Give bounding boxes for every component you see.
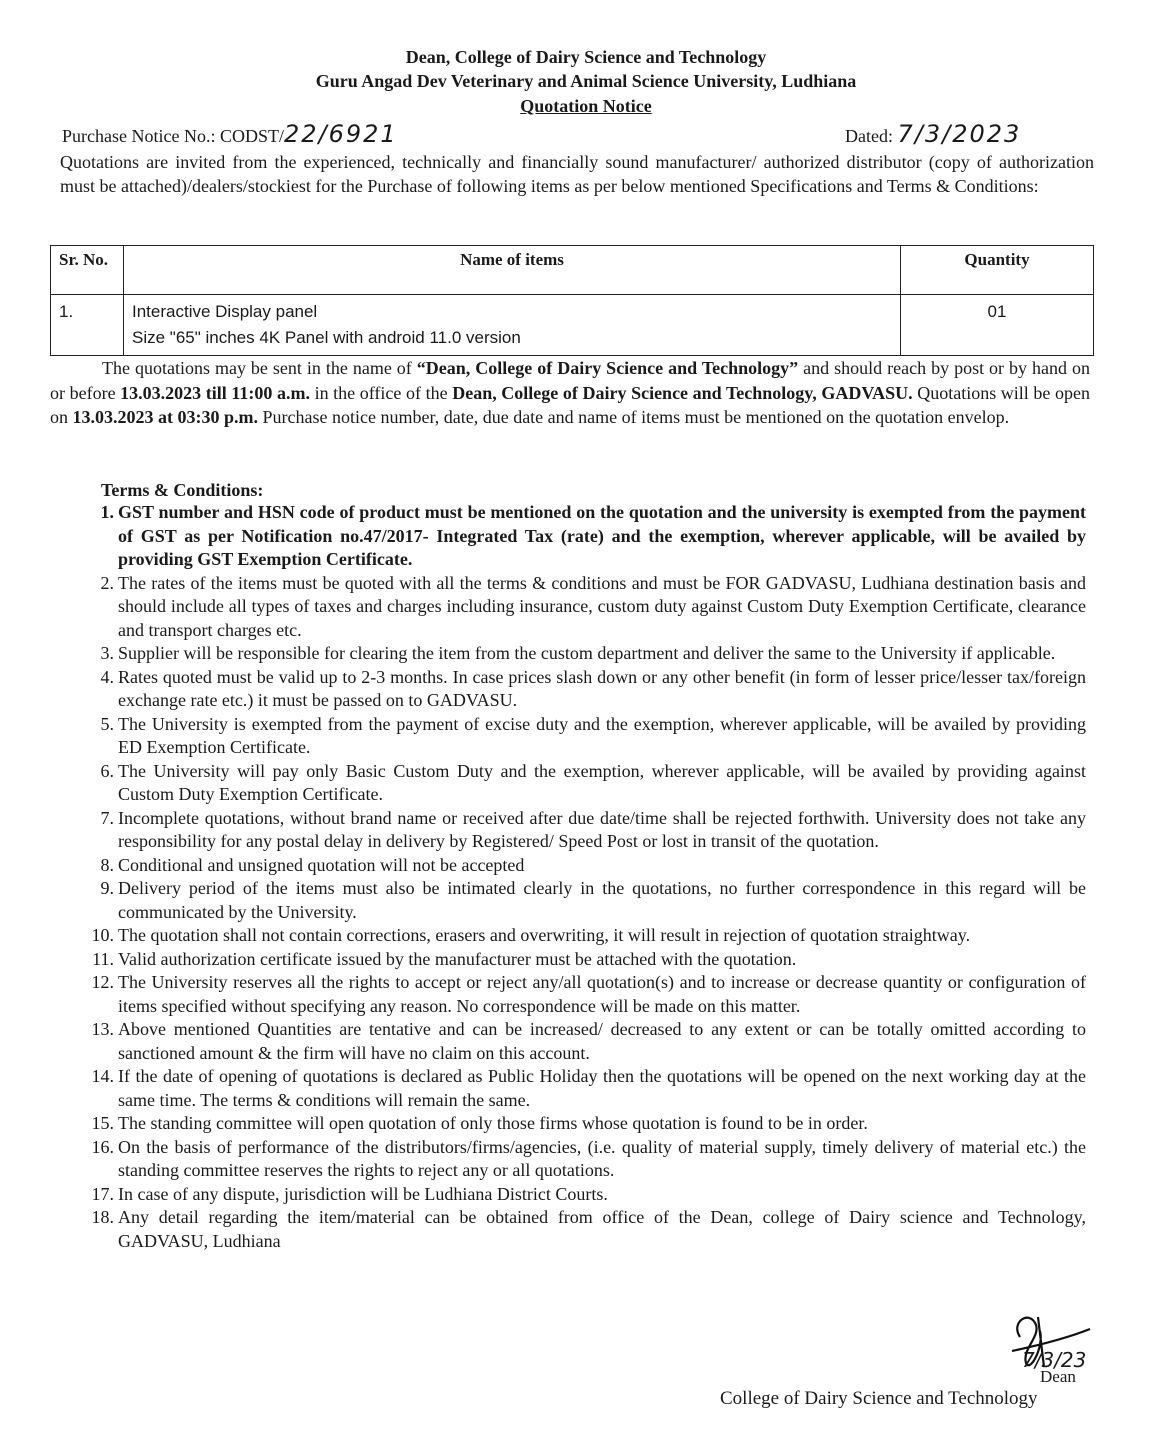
submission-paragraph [50, 356, 1090, 430]
items-table [50, 245, 1094, 356]
term-number: 2. [100, 572, 114, 593]
term-number: 4. [100, 666, 114, 687]
term-text: Incomplete quotations, without brand name or received after due date/time shall be rejected forthwith. University does not take any responsibility for any postal delay in delivery by Registered/ Speed Post or lost in transit of the quotation. [118, 807, 1086, 851]
list-item [88, 924, 1086, 948]
notice-date [845, 120, 1021, 148]
term-text: Valid authorization certificate issued by the manufacturer must be attached with the quotation. [118, 948, 797, 969]
table-row [51, 295, 1094, 356]
row-item-name-line2: Size "65" inches 4K Panel with android 11.0 version [132, 328, 521, 347]
term-text: The University reserves all the rights to accept or reject any/all quotation(s) and to increase or decrease quantity or configuration of items specified without specifying any reason. No correspondence will be made on this matter. [118, 972, 1086, 1016]
terms-heading: Terms & Conditions: [101, 480, 264, 500]
term-number: 8. [100, 854, 114, 875]
dated-label: Dated: [845, 126, 893, 146]
dated-handwritten-value: 7/3/2023 [897, 120, 1022, 148]
header-title: Quotation Notice [520, 96, 652, 116]
header-quantity: Quantity [901, 246, 1094, 295]
term-text: The University will pay only Basic Custom Duty and the exemption, wherever applicable, will be availed by providing against Custom Duty Exemption Certificate. [118, 760, 1086, 804]
list-item [88, 1183, 1086, 1207]
list-item [88, 713, 1086, 760]
submission-text-1: The quotations may be sent in the name of [102, 358, 417, 378]
items-table-header-row [51, 246, 1094, 295]
list-item [88, 1112, 1086, 1136]
term-text: On the basis of performance of the distributors/firms/agencies, (i.e. quality of material supply, timely delivery of material etc.) the standing committee reserves the rights to reject any or all quotations. [118, 1136, 1086, 1180]
term-text: The quotation shall not contain corrections, erasers and overwriting, it will result in rejection of quotation straightway. [118, 925, 971, 945]
list-item [88, 807, 1086, 854]
term-number: 1. [100, 502, 114, 522]
term-text: Any detail regarding the item/material can be obtained from office of the Dean, college of Dairy science and Technology, GADVASU, Ludhiana [118, 1207, 1086, 1251]
list-item [88, 501, 1086, 572]
row-item-name [124, 295, 901, 356]
list-item [88, 666, 1086, 713]
purchase-notice-label: Purchase Notice No.: CODST/ [62, 126, 284, 146]
intro-paragraph: Quotations are invited from the experienced, technically and financially sound manufacturer/ authorized distributor (copy of authorization must be attached)/dealers/stockiest for the Purchase of following items as per below mentioned Specifications and Terms & Conditions: [60, 152, 1094, 196]
term-number: 16. [91, 1136, 114, 1157]
row-sr-no: 1. [51, 295, 124, 356]
list-item [88, 971, 1086, 1018]
row-quantity: 01 [901, 295, 1094, 356]
term-number: 7. [100, 807, 114, 828]
submission-text-2: and should reach by post or by hand on or before [50, 358, 1090, 403]
term-number: 5. [100, 713, 114, 734]
term-text: The University is exempted from the payment of excise duty and the exemption, wherever applicable, will be availed by providing ED Exemption Certificate. [118, 713, 1086, 757]
term-number: 12. [91, 972, 114, 992]
list-item [88, 760, 1086, 807]
header-university-line: Guru Angad Dev Veterinary and Animal Science University, Ludhiana [315, 71, 857, 91]
term-number: 14. [91, 1066, 114, 1086]
submission-bold-addressee: “Dean, College of Dairy Science and Technology” [416, 358, 799, 378]
list-item [88, 854, 1086, 878]
list-item [88, 1065, 1086, 1112]
term-text: In case of any dispute, jurisdiction will be Ludhiana District Courts. [118, 1183, 608, 1204]
header-sr-no: Sr. No. [51, 246, 124, 295]
terms-list [88, 501, 1086, 1253]
term-number: 17. [91, 1183, 114, 1204]
header-dean-line: Dean, College of Dairy Science and Technology [405, 47, 767, 67]
list-item [88, 948, 1086, 972]
term-number: 3. [100, 643, 114, 663]
term-number: 6. [100, 760, 114, 781]
header-item-name: Name of items [124, 246, 901, 295]
submission-bold-office: Dean, College of Dairy Science and Technology, GADVASU. [452, 382, 913, 403]
submission-text-5: Purchase notice number, date, due date and name of items must be mentioned on the quotation envelop. [258, 407, 1010, 427]
term-text: Conditional and unsigned quotation will not be accepted [118, 854, 525, 875]
term-text: The rates of the items must be quoted with all the terms & conditions and must be FOR GADVASU, Ludhiana destination basis and should include all types of taxes and charges including insurance, custom duty against Custom Duty Exemption Certificate, clearance and transport charges etc. [118, 572, 1086, 640]
term-text: GST number and HSN code of product must be mentioned on the quotation and the university is exempted from the payment of GST as per Notification no.47/2017- Integrated Tax (rate) and the exemption, wherever applicable, will be availed by providing GST Exemption Certificate. [118, 502, 1086, 569]
term-number: 11. [92, 948, 114, 969]
list-item [88, 1136, 1086, 1183]
term-text: Delivery period of the items must also be intimated clearly in the quotations, no further correspondence in this regard will be communicated by the University. [118, 878, 1086, 922]
footer-college-name: College of Dairy Science and Technology [720, 1388, 1038, 1409]
term-number: 10. [91, 925, 114, 945]
term-number: 15. [91, 1113, 114, 1133]
submission-bold-opening: 13.03.2023 at 03:30 p.m. [72, 407, 258, 427]
submission-bold-deadline: 13.03.2023 till 11:00 a.m. [120, 382, 310, 403]
list-item [88, 642, 1086, 666]
term-text: Supplier will be responsible for clearing the item from the custom department and deliver the same to the University if applicable. [118, 643, 1056, 663]
list-item [88, 1206, 1086, 1253]
list-item [88, 572, 1086, 643]
signature-title-dean: Dean [1040, 1367, 1076, 1386]
term-number: 9. [100, 878, 114, 898]
list-item [88, 1018, 1086, 1065]
submission-text-4: Quotations will be open on [50, 382, 1090, 427]
term-number: 18. [91, 1207, 114, 1227]
row-item-name-line1: Interactive Display panel [132, 302, 318, 321]
submission-text-3: in the office of the [309, 382, 453, 403]
purchase-notice-number [62, 120, 398, 148]
term-number: 13. [91, 1019, 114, 1039]
list-item [88, 877, 1086, 924]
term-text: The standing committee will open quotation of only those firms whose quotation is found to be in order. [118, 1113, 868, 1133]
term-text: If the date of opening of quotations is declared as Public Holiday then the quotations will be opened on the next working day at the same time. The terms & conditions will remain the same. [118, 1066, 1086, 1110]
term-text: Rates quoted must be valid up to 2-3 months. In case prices slash down or any other benefit (in form of lesser price/lesser tax/foreign exchange rate etc.) it must be passed on to GADVASU. [118, 666, 1086, 710]
purchase-notice-handwritten-number: 22/6921 [283, 120, 398, 148]
term-text: Above mentioned Quantities are tentative and can be increased/ decreased to any extent or can be totally omitted according to sanctioned amount & the firm will have no claim on this account. [118, 1019, 1086, 1063]
signature-date-handwritten: 7/3/23 [1022, 1348, 1087, 1372]
